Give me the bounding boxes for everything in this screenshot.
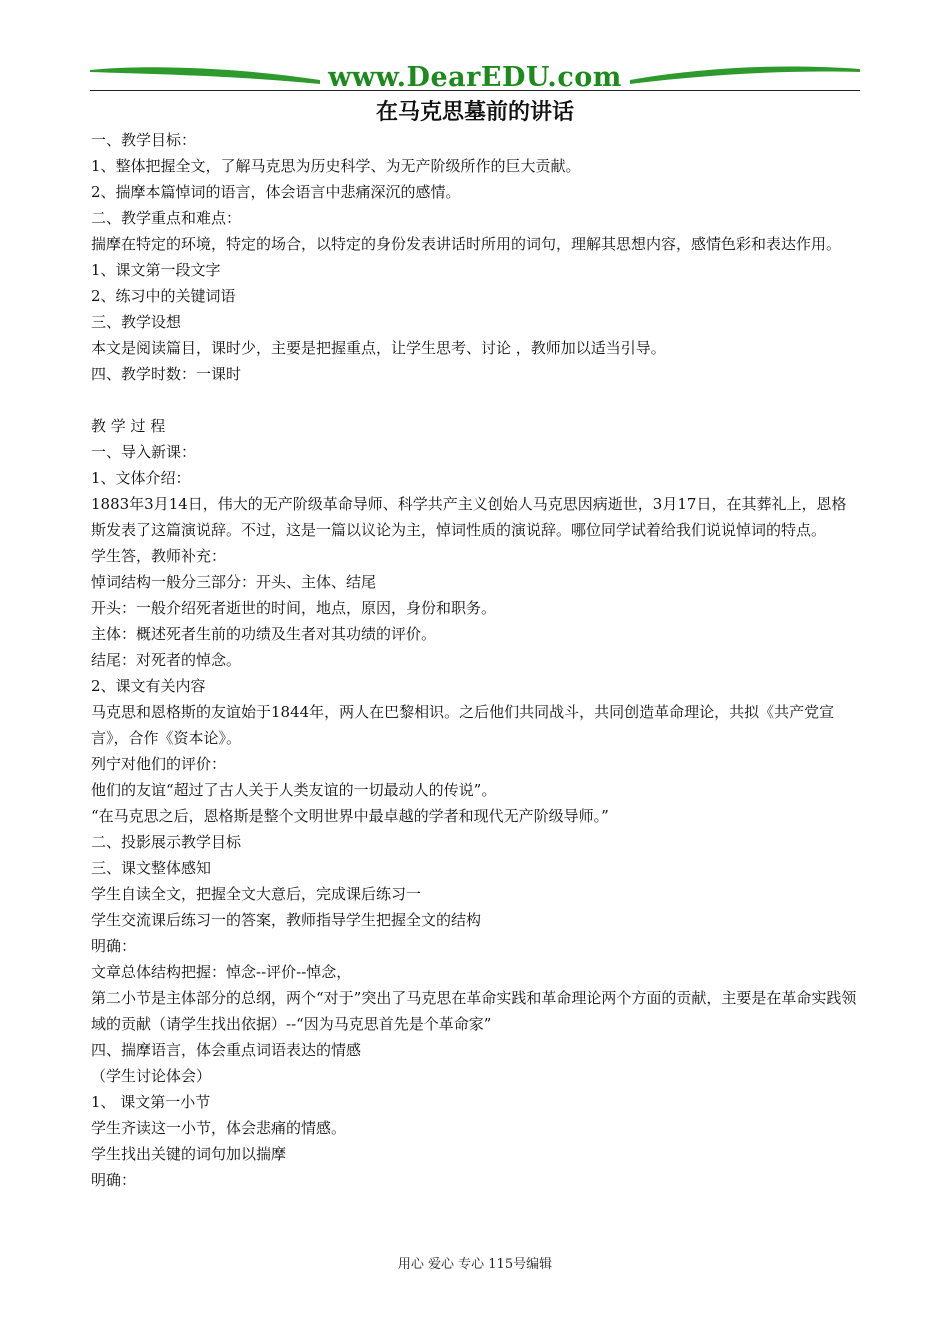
- paragraph: 四、揣摩语言，体会重点词语表达的情感: [91, 1041, 362, 1059]
- paragraph: 一、教学目标：: [91, 131, 197, 149]
- paragraph: 列宁对他们的评价：: [91, 755, 227, 773]
- paragraph: 学生找出关键的词句加以揣摩: [91, 1145, 287, 1163]
- paragraph: 1、整体把握全文，了解马克思为历史科学、为无产阶级所作的巨大贡献。: [91, 157, 581, 175]
- paragraph: 揣摩在特定的环境，特定的场合，以特定的身份发表讲话时所用的词句，理解其思想内容，感情色彩和表达作用。: [91, 235, 842, 253]
- paragraph: 学生交流课后练习一的答案，教师指导学生把握全文的结构: [91, 911, 482, 929]
- paragraph: 1、 课文第一小节: [91, 1093, 211, 1111]
- paragraph: 明确：: [91, 1171, 137, 1189]
- paragraph: 悼词结构一般分三部分：开头、主体、结尾: [91, 573, 377, 591]
- document-body: [91, 127, 861, 1193]
- paragraph: 教 学 过 程: [91, 417, 166, 435]
- paragraph: 三、教学设想: [91, 313, 182, 331]
- paragraph: 本文是阅读篇目，课时少，主要是把握重点，让学生思考、讨论 ，教师加以适当引导。: [91, 339, 666, 357]
- paragraph: “在马克思之后，恩格斯是整个文明世界中最卓越的学者和现代无产阶级导师。”: [91, 807, 609, 825]
- paragraph: 他们的友谊“超过了古人关于人类友谊的一切最动人的传说”。: [91, 781, 497, 799]
- paragraph: 文章总体结构把握：悼念--评价--悼念，: [91, 963, 352, 981]
- paragraph: 2、揣摩本篇悼词的语言，体会语言中悲痛深沉的感情。: [91, 183, 461, 201]
- paragraph: 结尾：对死者的悼念。: [91, 651, 242, 669]
- site-logo: www.DearEDU.com: [328, 62, 622, 93]
- paragraph: 学生齐读这一小节，体会悲痛的情感。: [91, 1119, 347, 1137]
- paragraph: （学生讨论体会）: [91, 1067, 212, 1085]
- paragraph: 第二小节是主体部分的总纲，两个“对于”突出了马克思在革命实践和革命理论两个方面的贡献，主要是在革命实践领域的贡献（请学生找出依据）--“因为马克思首先是个革命家”: [91, 989, 857, 1033]
- document-title: 在马克思墓前的讲话: [375, 100, 574, 125]
- page-footer: 用心 爱心 专心 115号编辑: [397, 1257, 553, 1272]
- paragraph: 二、教学重点和难点：: [91, 209, 242, 227]
- blank-line: [91, 387, 861, 413]
- header-divider: [90, 90, 860, 91]
- paragraph: 2、课文有关内容: [91, 677, 206, 695]
- paragraph: 学生答，教师补充：: [91, 547, 227, 565]
- paragraph: 一、导入新课：: [91, 443, 197, 461]
- paragraph: 1、课文第一段文字: [91, 261, 221, 279]
- paragraph: 马克思和恩格斯的友谊始于1844年，两人在巴黎相识。之后他们共同战斗，共同创造革命理论，共拟《共产党宣言》，合作《资本论》。: [91, 703, 835, 747]
- paragraph: 开头：一般介绍死者逝世的时间，地点，原因，身份和职务。: [91, 599, 497, 617]
- paragraph: 1883年3月14日，伟大的无产阶级革命导师、科学共产主义创始人马克思因病逝世，3月17日，在其葬礼上，恩格斯发表了这篇演说辞。不过，这是一篇以议论为主，悼词性质的演说辞。哪位同学试着给我们说说悼词的特点。: [91, 495, 847, 539]
- paragraph: 四、教学时数：一课时: [91, 365, 242, 383]
- paragraph: 主体：概述死者生前的功绩及生者对其功绩的评价。: [91, 625, 437, 643]
- paragraph: 2、练习中的关键词语: [91, 287, 236, 305]
- paragraph: 二、投影展示教学目标: [91, 833, 242, 851]
- paragraph: 1、文体介绍：: [91, 469, 191, 487]
- paragraph: 三、课文整体感知: [91, 859, 212, 877]
- paragraph: 学生自读全文，把握全文大意后，完成课后练习一: [91, 885, 422, 903]
- paragraph: 明确：: [91, 937, 137, 955]
